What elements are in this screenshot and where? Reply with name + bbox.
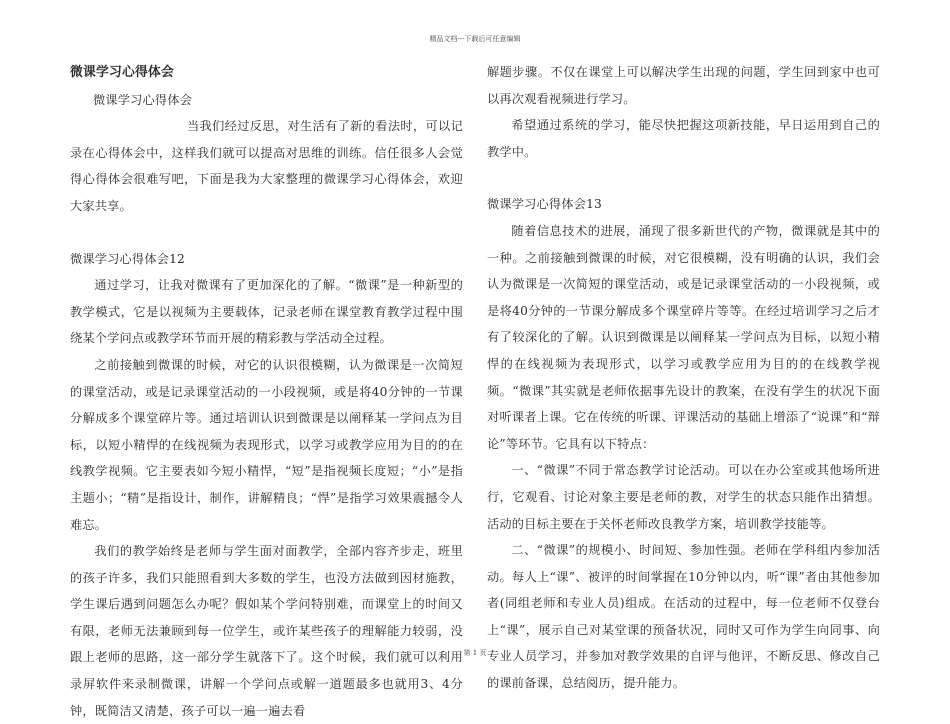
paragraph: 二、“微课”的规模小、时间短、参加性强。老师在学科组内参加活动。每人上“课”、被评的时间掌握在10分钟以内，听“课”者由其他参加者(同组老师和专业人员)组成。在活动的过程中，每一位老师不仅登台上“课”，展示自己对某堂课的预备状况，同时又可作为学生向同事、向专业人员学习，并参加对教学效果的自评与他评，不断反思、修改自己的课前备课，总结阅历，提升能力。: [487, 543, 880, 691]
page-footer: 第 1 页: [463, 649, 487, 657]
left-column: [70, 60, 463, 724]
paragraph: 我们的教学始终是老师与学生面对面教学，全部内容齐步走，班里的孩子许多，我们只能照看到大多数的学生，也没方法做到因材施教，学生课后遇到问题怎么办呢？假如某个学问特别难，而课堂上的时间又有限，老师无法兼顾到每一位学生，或许某些孩子的理解能力较弱，没跟上老师的思路，这一部分学生就落下了。这个时候，我们就可以利用录屏软件来录制微课，讲解一个学问点或解一道题最多也就用3、4分钟，既简洁又清楚，孩子可以一遍一遍去看: [70, 544, 463, 718]
paragraph: 随着信息技术的进展，涌现了很多新世代的产物，微课就是其中的一种。之前接触到微课的时候，对它很模糊，没有明确的认识，我们会认为微课是一次简短的课堂活动，或是记录课堂活动的一小段视频，或是将40分钟的一节课分解成多个课堂碎片等等。在经过培训学习之后才有了较深化的了解。认识到微课是以阐释某一学问点为目标，以短小精悍的在线视频为表现形式，以学习或教学应用为目的的在线教学视频。“微课”其实就是老师依据事先设计的教案，在没有学生的状况下面对听课者上课。它在传统的听课、评课活动的基础上增添了“说课”和“辩论”等环节。它具有以下特点：: [487, 223, 880, 451]
paragraph: 通过学习，让我对微课有了更加深化的了解。“微课”是一种新型的教学模式，它是以视频为主要载体，记录老师在课堂教育教学过程中围绕某个学问点或教学环节而开展的精彩教与学活动全过程。: [70, 278, 463, 346]
intro-paragraph: 当我们经过反思，对生活有了新的看法时，可以记录在心得体会中，这样我们就可以提高对思维的训练。信任很多人会觉得心得体会很难写吧，下面是我为大家整理的微课学习心得体会，欢迎大家共享。: [70, 119, 463, 213]
document-subtitle: 微课学习心得体会: [93, 92, 193, 107]
section-heading-12: 微课学习心得体会12: [70, 251, 186, 266]
hope-paragraph: 希望通过系统的学习，能尽快把握这项新技能，早日运用到自己的教学中。: [487, 118, 880, 159]
document-title: 微课学习心得体会: [70, 65, 174, 80]
paragraph: 之前接触到微课的时候，对它的认识很模糊，认为微课是一次简短的课堂活动，或是记录课堂活动的一小段视频，或是将40分钟的一节课分解成多个课堂碎片等。通过培训认识到微课是以阐释某一学问点为目标，以短小精悍的在线视频为表现形式，以学习或教学应用为目的的在线教学视频。它主要表如今短小精悍，“短”是指视频长度短；“小”是指主题小；“精”是指设计，制作，讲解精良；“悍”是指学习效果震撼令人难忘。: [70, 357, 463, 532]
section-heading-13: 微课学习心得体会13: [487, 197, 603, 212]
paragraph: 一、“微课”不同于常态教学讨论活动。可以在办公室或其他场所进行，它观看、讨论对象主要是老师的教，对学生的状态只能作出猜想。活动的目标主要在于关怀老师改良教学方案，培训教学技能等。: [487, 463, 880, 531]
continued-paragraph: 解题步骤。不仅在课堂上可以解决学生出现的问题，学生回到家中也可以再次观看视频进行学习。: [487, 65, 880, 106]
page-header: 精品文档---下载后可任意编辑: [429, 35, 521, 43]
right-column: [487, 60, 880, 697]
